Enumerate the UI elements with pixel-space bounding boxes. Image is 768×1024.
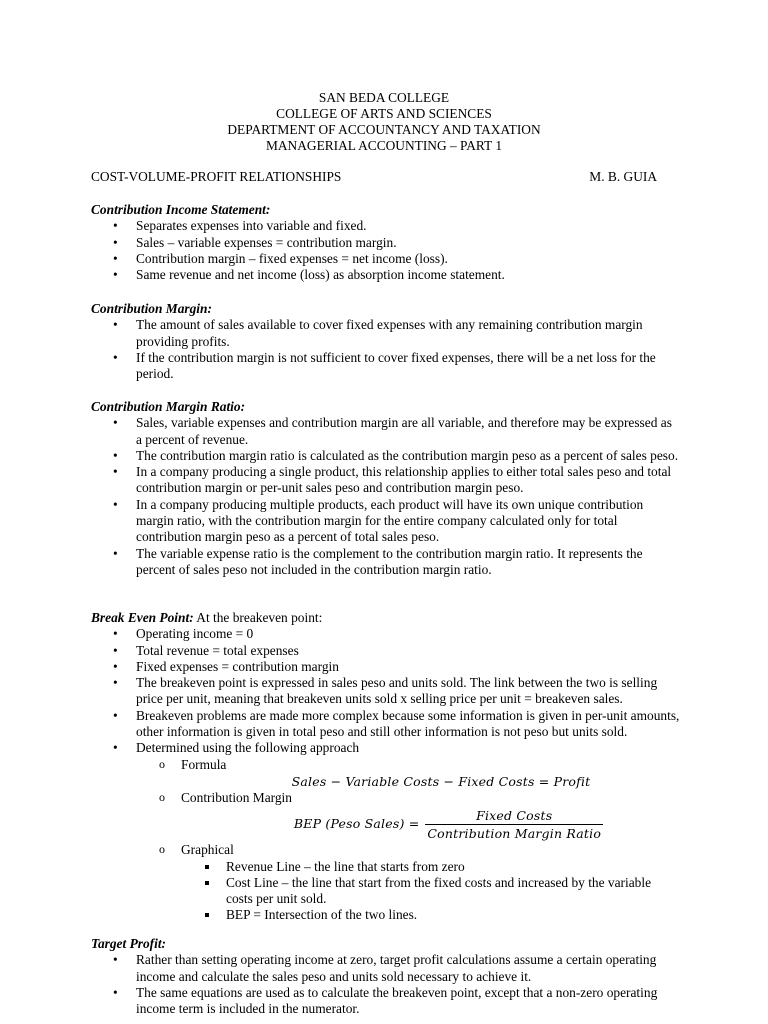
list-item: • Determined using the following approach <box>91 740 681 756</box>
list-item: • Operating income = 0 <box>91 626 681 642</box>
bullet-list <box>91 317 681 382</box>
list-item: • In a company producing a single product, this relationship applies to either total sales peso and total contribution margin or per-unit sales peso and contribution margin peso. <box>91 464 681 497</box>
list-item: • Fixed expenses = contribution margin <box>91 659 681 675</box>
fraction-bar <box>425 824 603 825</box>
school-name: SAN BEDA COLLEGE <box>318 90 450 105</box>
bep-equation-lhs: BEP (Peso Sales) = <box>293 816 420 832</box>
approach-list <box>91 842 681 858</box>
section-contribution-income-statement <box>91 202 681 283</box>
section-intro: At the breakeven point: <box>193 610 323 625</box>
approach-item-contribution-margin <box>91 790 681 806</box>
section-heading: Target Profit: <box>91 936 167 951</box>
fraction-numerator: Fixed Costs <box>476 807 553 823</box>
list-item: • Sales, variable expenses and contribution margin are all variable, and therefore may be expressed as a percent of revenue. <box>91 415 681 448</box>
approach-label: Contribution Margin <box>181 789 292 805</box>
list-item: • Rather than setting operating income at zero, target profit calculations assume a certain operating income and calculate the sales peso and units sold necessary to achieve it. <box>91 952 681 985</box>
author-name: M. B. GUIA <box>589 169 657 184</box>
approach-label: Graphical <box>181 842 234 858</box>
list-item: • Breakeven problems are made more complex because some information is given in per-unit amounts, other information is given in total peso and still other information is not peso but units sold. <box>91 708 681 741</box>
approach-item-graphical <box>91 842 681 858</box>
section-heading: Contribution Margin Ratio: <box>91 399 246 414</box>
approach-label: Formula <box>181 756 227 772</box>
bullet-list <box>91 218 681 283</box>
list-item: • The amount of sales available to cover fixed expenses with any remaining contribution margin providing profits. <box>91 317 681 350</box>
graphical-list <box>91 859 681 924</box>
list-item: • Contribution margin – fixed expenses = net income (loss). <box>91 251 681 267</box>
approach-list <box>91 790 681 806</box>
formula-equation: Sales − Variable Costs − Fixed Costs = Profit <box>291 773 591 789</box>
bullet-list <box>91 415 681 578</box>
section-heading-row <box>91 610 681 626</box>
section-break-even-point <box>91 610 681 924</box>
section-contribution-margin <box>91 301 681 382</box>
list-item: • The contribution margin ratio is calculated as the contribution margin peso as a percent of sales peso. <box>91 448 681 464</box>
bep-equation <box>91 806 681 842</box>
list-item: • In a company producing multiple products, each product will have its own unique contribution margin ratio, with the contribution margin for the entire company calculated only for total contribution margin peso as a percent of total sales peso. <box>91 497 681 546</box>
document-header <box>0 90 768 154</box>
list-item: BEP = Intersection of the two lines. <box>91 907 681 923</box>
bullet-list <box>91 626 681 756</box>
section-target-profit <box>91 936 681 1017</box>
list-item: • Sales – variable expenses = contribution margin. <box>91 235 681 251</box>
course-name: MANAGERIAL ACCOUNTING – PART 1 <box>265 138 503 153</box>
list-item: • Same revenue and net income (loss) as absorption income statement. <box>91 267 681 283</box>
bullet-list <box>91 952 681 1017</box>
list-item: • Total revenue = total expenses <box>91 643 681 659</box>
department-name: DEPARTMENT OF ACCOUNTANCY AND TAXATION <box>227 122 541 137</box>
list-item: • Separates expenses into variable and fixed. <box>91 218 681 234</box>
list-item: Revenue Line – the line that starts from zero <box>91 859 681 875</box>
section-contribution-margin-ratio <box>91 399 681 578</box>
list-item: • The breakeven point is expressed in sales peso and units sold. The link between the two is selling price per unit, meaning that breakeven units sold x selling price per unit = breakeven sales. <box>91 675 681 708</box>
approach-item-formula <box>91 757 681 773</box>
college-name: COLLEGE OF ARTS AND SCIENCES <box>276 106 492 121</box>
section-heading: Contribution Income Statement: <box>91 202 271 217</box>
topic-title: COST-VOLUME-PROFIT RELATIONSHIPS <box>91 169 342 184</box>
list-item: Cost Line – the line that start from the fixed costs and increased by the variable costs per unit sold. <box>91 875 681 908</box>
fraction-denominator: Contribution Margin Ratio <box>427 825 602 841</box>
list-item: • The same equations are used as to calculate the breakeven point, except that a non-zero operating income term is included in the numerator. <box>91 985 681 1018</box>
bep-fraction <box>425 808 603 841</box>
list-item: • If the contribution margin is not sufficient to cover fixed expenses, there will be a net loss for the period. <box>91 350 681 383</box>
section-heading: Contribution Margin: <box>91 301 212 316</box>
list-item: • The variable expense ratio is the complement to the contribution margin ratio. It represents the percent of sales peso not included in the contribution margin ratio. <box>91 546 681 579</box>
approach-list <box>91 757 681 773</box>
section-heading: Break Even Point: <box>91 610 194 625</box>
